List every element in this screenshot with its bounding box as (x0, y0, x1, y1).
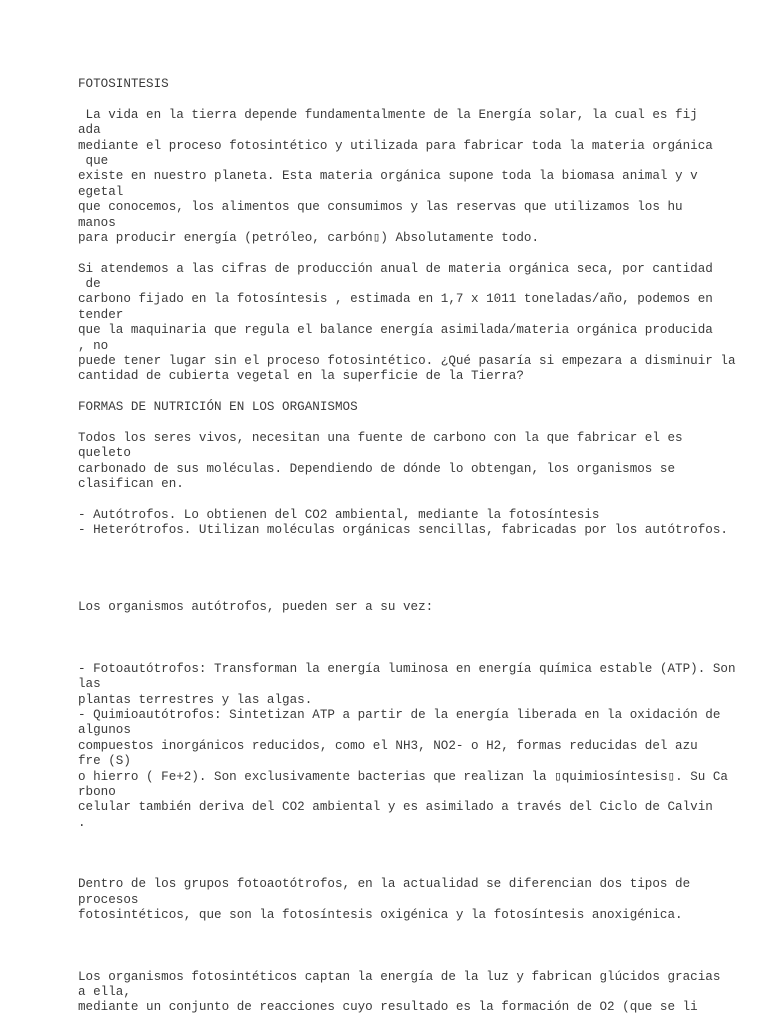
text-line: . (78, 815, 86, 830)
text-line: que conocemos, los alimentos que consumimos y las reservas que utilizamos los hu (78, 200, 683, 215)
blank-line (78, 631, 758, 646)
document-text (78, 77, 758, 1016)
text-line: Los organismos autótrofos, pueden ser a su vez: (78, 600, 434, 615)
text-line: puede tener lugar sin el proceso fotosintético. ¿Qué pasaría si empezara a disminuir la (78, 354, 736, 369)
text-line: de (78, 277, 101, 292)
blank-line (78, 539, 758, 554)
text-line: Los organismos fotosintéticos captan la energía de la luz y fabrican glúcidos gracias (78, 969, 721, 984)
text-line: - Fotoautótrofos: Transforman la energía luminosa en energía química estable (ATP). Son (78, 661, 736, 676)
text-line: las (78, 677, 101, 692)
blank-line (78, 585, 758, 600)
text-line: a ella, (78, 985, 131, 1000)
blank-line (78, 847, 758, 862)
text-line: - Autótrofos. Lo obtienen del CO2 ambiental, mediante la fotosíntesis (78, 507, 600, 522)
text-line: mediante el proceso fotosintético y utilizada para fabricar toda la materia orgánica (78, 138, 713, 153)
blank-line (78, 493, 758, 508)
text-line: - Quimioautótrofos: Sintetizan ATP a partir de la energía liberada en la oxidación de (78, 708, 721, 723)
text-line: La vida en la tierra depende fundamentalmente de la Energía solar, la cual es fij (78, 107, 698, 122)
text-line: que (78, 153, 109, 168)
blank-line (78, 923, 758, 938)
blank-line (78, 554, 758, 569)
blank-line (78, 570, 758, 585)
blank-line (78, 939, 758, 954)
text-line: FORMAS DE NUTRICIÓN EN LOS ORGANISMOS (78, 400, 358, 415)
text-line: FOTOSINTESIS (78, 77, 169, 91)
blank-line (78, 954, 758, 969)
blank-line (78, 246, 758, 261)
blank-line (78, 646, 758, 661)
text-line: Todos los seres vivos, necesitan una fuente de carbono con la que fabricar el es (78, 430, 683, 445)
text-line: mediante un conjunto de reacciones cuyo resultado es la formación de O2 (que se li (78, 1000, 698, 1015)
text-line: cantidad de cubierta vegetal en la superficie de la Tierra? (78, 369, 524, 384)
text-line: que la maquinaria que regula el balance energía asimilada/materia orgánica producida (78, 323, 713, 338)
text-line: plantas terrestres y las algas. (78, 692, 313, 707)
text-line: para producir energía (petróleo, carbón▯) Absolutamente todo. (78, 230, 540, 245)
blank-line (78, 92, 758, 107)
blank-line (78, 831, 758, 846)
text-line: Si atendemos a las cifras de producción anual de materia orgánica seca, por cantidad (78, 261, 713, 276)
text-line: rbono (78, 784, 116, 799)
text-line: fotosintéticos, que son la fotosíntesis oxigénica y la fotosíntesis anoxigénica. (78, 908, 683, 923)
blank-line (78, 616, 758, 631)
text-line: manos (78, 215, 116, 230)
text-line: egetal (78, 184, 124, 199)
text-line: queleto (78, 446, 131, 461)
text-line: ada (78, 123, 101, 138)
blank-line (78, 416, 758, 431)
text-line: - Heterótrofos. Utilizan moléculas orgánicas sencillas, fabricadas por los autótrofos. (78, 523, 728, 538)
blank-line (78, 862, 758, 877)
text-line: o hierro ( Fe+2). Son exclusivamente bacterias que realizan la ▯quimiosíntesis▯. Su Ca (78, 769, 728, 784)
text-line: carbono fijado en la fotosíntesis , estimada en 1,7 x 1011 toneladas/año, podemos en (78, 292, 713, 307)
text-line: celular también deriva del CO2 ambiental y es asimilado a través del Ciclo de Calvin (78, 800, 713, 815)
text-line: procesos (78, 892, 139, 907)
text-line: existe en nuestro planeta. Esta materia orgánica supone toda la biomasa animal y v (78, 169, 698, 184)
text-line: , no (78, 338, 109, 353)
text-line: tender (78, 307, 124, 322)
text-line: algunos (78, 723, 131, 738)
text-line: compuestos inorgánicos reducidos, como el NH3, NO2- o H2, formas reducidas del azu (78, 738, 698, 753)
text-line: clasifican en. (78, 477, 184, 492)
text-line: carbonado de sus moléculas. Dependiendo de dónde lo obtengan, los organismos se (78, 461, 676, 476)
text-line: Dentro de los grupos fotoaotótrofos, en la actualidad se diferencian dos tipos de (78, 877, 691, 892)
blank-line (78, 385, 758, 400)
text-line: fre (S) (78, 754, 131, 769)
